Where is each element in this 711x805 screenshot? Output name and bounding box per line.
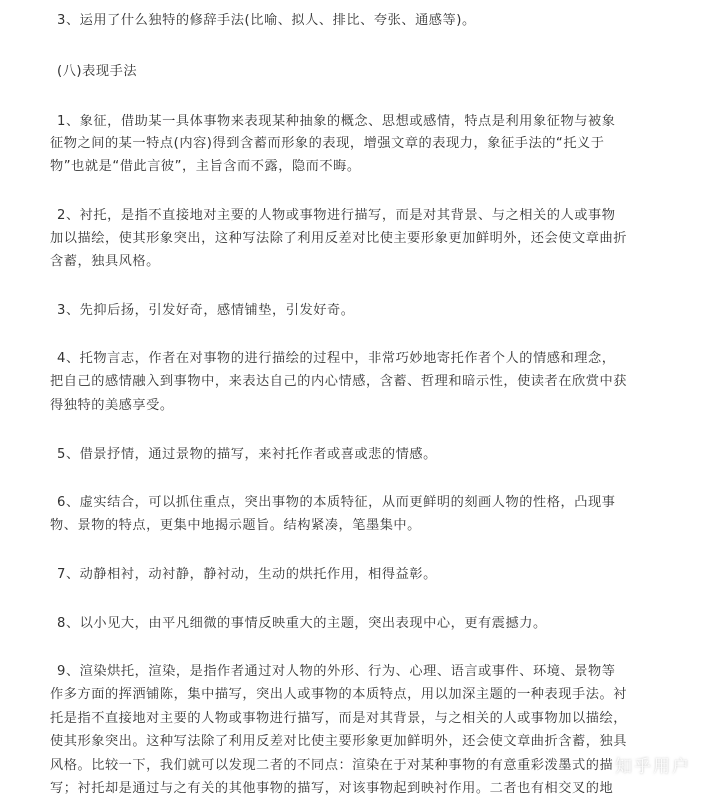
paragraph-line-rhetoric-question: 3、运用了什么独特的修辞手法(比喻、拟人、排比、夸张、通感等)。	[57, 13, 476, 28]
paragraph-line-rendering-5: 风格。比较一下，我们就可以发现二者的不同点：渲染在于对某种事物的有意重彩泼墨式的描	[50, 758, 614, 773]
paragraph-line-object-aspiration-3: 得独特的美感享受。	[50, 398, 174, 413]
paragraph-line-virtual-real-1: 6、虚实结合，可以抓住重点，突出事物的本质特征，从而更鲜明的刻画人物的性格，凸现事	[57, 495, 616, 510]
paragraph-line-motion-stillness: 7、动静相衬，动衬静，静衬动，生动的烘托作用，相得益彰。	[57, 567, 437, 582]
paragraph-line-object-aspiration-1: 4、托物言志，作者在对事物的进行描绘的过程中，非常巧妙地寄托作者个人的情感和理念，	[57, 351, 616, 366]
paragraph-line-rendering-6: 写；衬托却是通过与之有关的其他事物的描写，对该事物起到映衬作用。二者也有相交叉的地	[50, 781, 614, 796]
zhihu-user-watermark: 知乎用户	[615, 757, 691, 777]
paragraph-line-small-to-large: 8、以小见大，由平凡细微的事情反映重大的主题，突出表现中心，更有震撼力。	[57, 616, 547, 631]
paragraph-line-scenery-emotion: 5、借景抒情，通过景物的描写，来衬托作者或喜或悲的情感。	[57, 447, 437, 462]
paragraph-line-contrast-2: 加以描绘，使其形象突出，这种写法除了利用反差对比使主要形象更加鲜明外，还会使文章曲折	[50, 231, 627, 246]
section-heading-expression-techniques: (八)表现手法	[57, 64, 138, 79]
paragraph-line-rendering-2: 作多方面的挥洒铺陈，集中描写，突出人或事物的本质特点，用以加深主题的一种表现手法。衬	[50, 687, 627, 702]
paragraph-line-symbolism-2: 征物之间的某一特点(内容)得到含蓄而形象的表现，增强文章的表现力，象征手法的“托义于	[50, 136, 605, 151]
paragraph-line-rendering-3: 托是指不直接地对主要的人物或事物进行描写，而是对其背景，与之相关的人或事物加以描绘，	[50, 711, 627, 726]
paragraph-line-virtual-real-2: 物、景物的特点，更集中地揭示题旨。结构紧凑，笔墨集中。	[50, 518, 421, 533]
paragraph-line-suppress-then-praise: 3、先抑后扬，引发好奇，感情铺垫，引发好奇。	[57, 303, 355, 318]
paragraph-line-contrast-3: 含蓄，独具风格。	[50, 254, 160, 269]
paragraph-line-rendering-1: 9、渲染烘托，渲染，是指作者通过对人物的外形、行为、心理、语言或事件、环境、景物等	[57, 664, 616, 679]
paragraph-line-contrast-1: 2、衬托，是指不直接地对主要的人物或事物进行描写，而是对其背景、与之相关的人或事物	[57, 208, 616, 223]
paragraph-line-symbolism-1: 1、象征，借助某一具体事物来表现某种抽象的概念、思想或感情，特点是利用象征物与被象	[57, 114, 616, 129]
paragraph-line-object-aspiration-2: 把自己的感情融入到事物中，来表达自己的内心情感，含蓄、哲理和暗示性，使读者在欣赏中获	[50, 374, 627, 389]
paragraph-line-symbolism-3: 物”也就是“借此言彼”，主旨含而不露，隐而不晦。	[50, 159, 361, 174]
paragraph-line-rendering-4: 使其形象突出。这种写法除了利用反差对比使主要形象更加鲜明外，还会使文章曲折含蓄，独具	[50, 734, 627, 749]
